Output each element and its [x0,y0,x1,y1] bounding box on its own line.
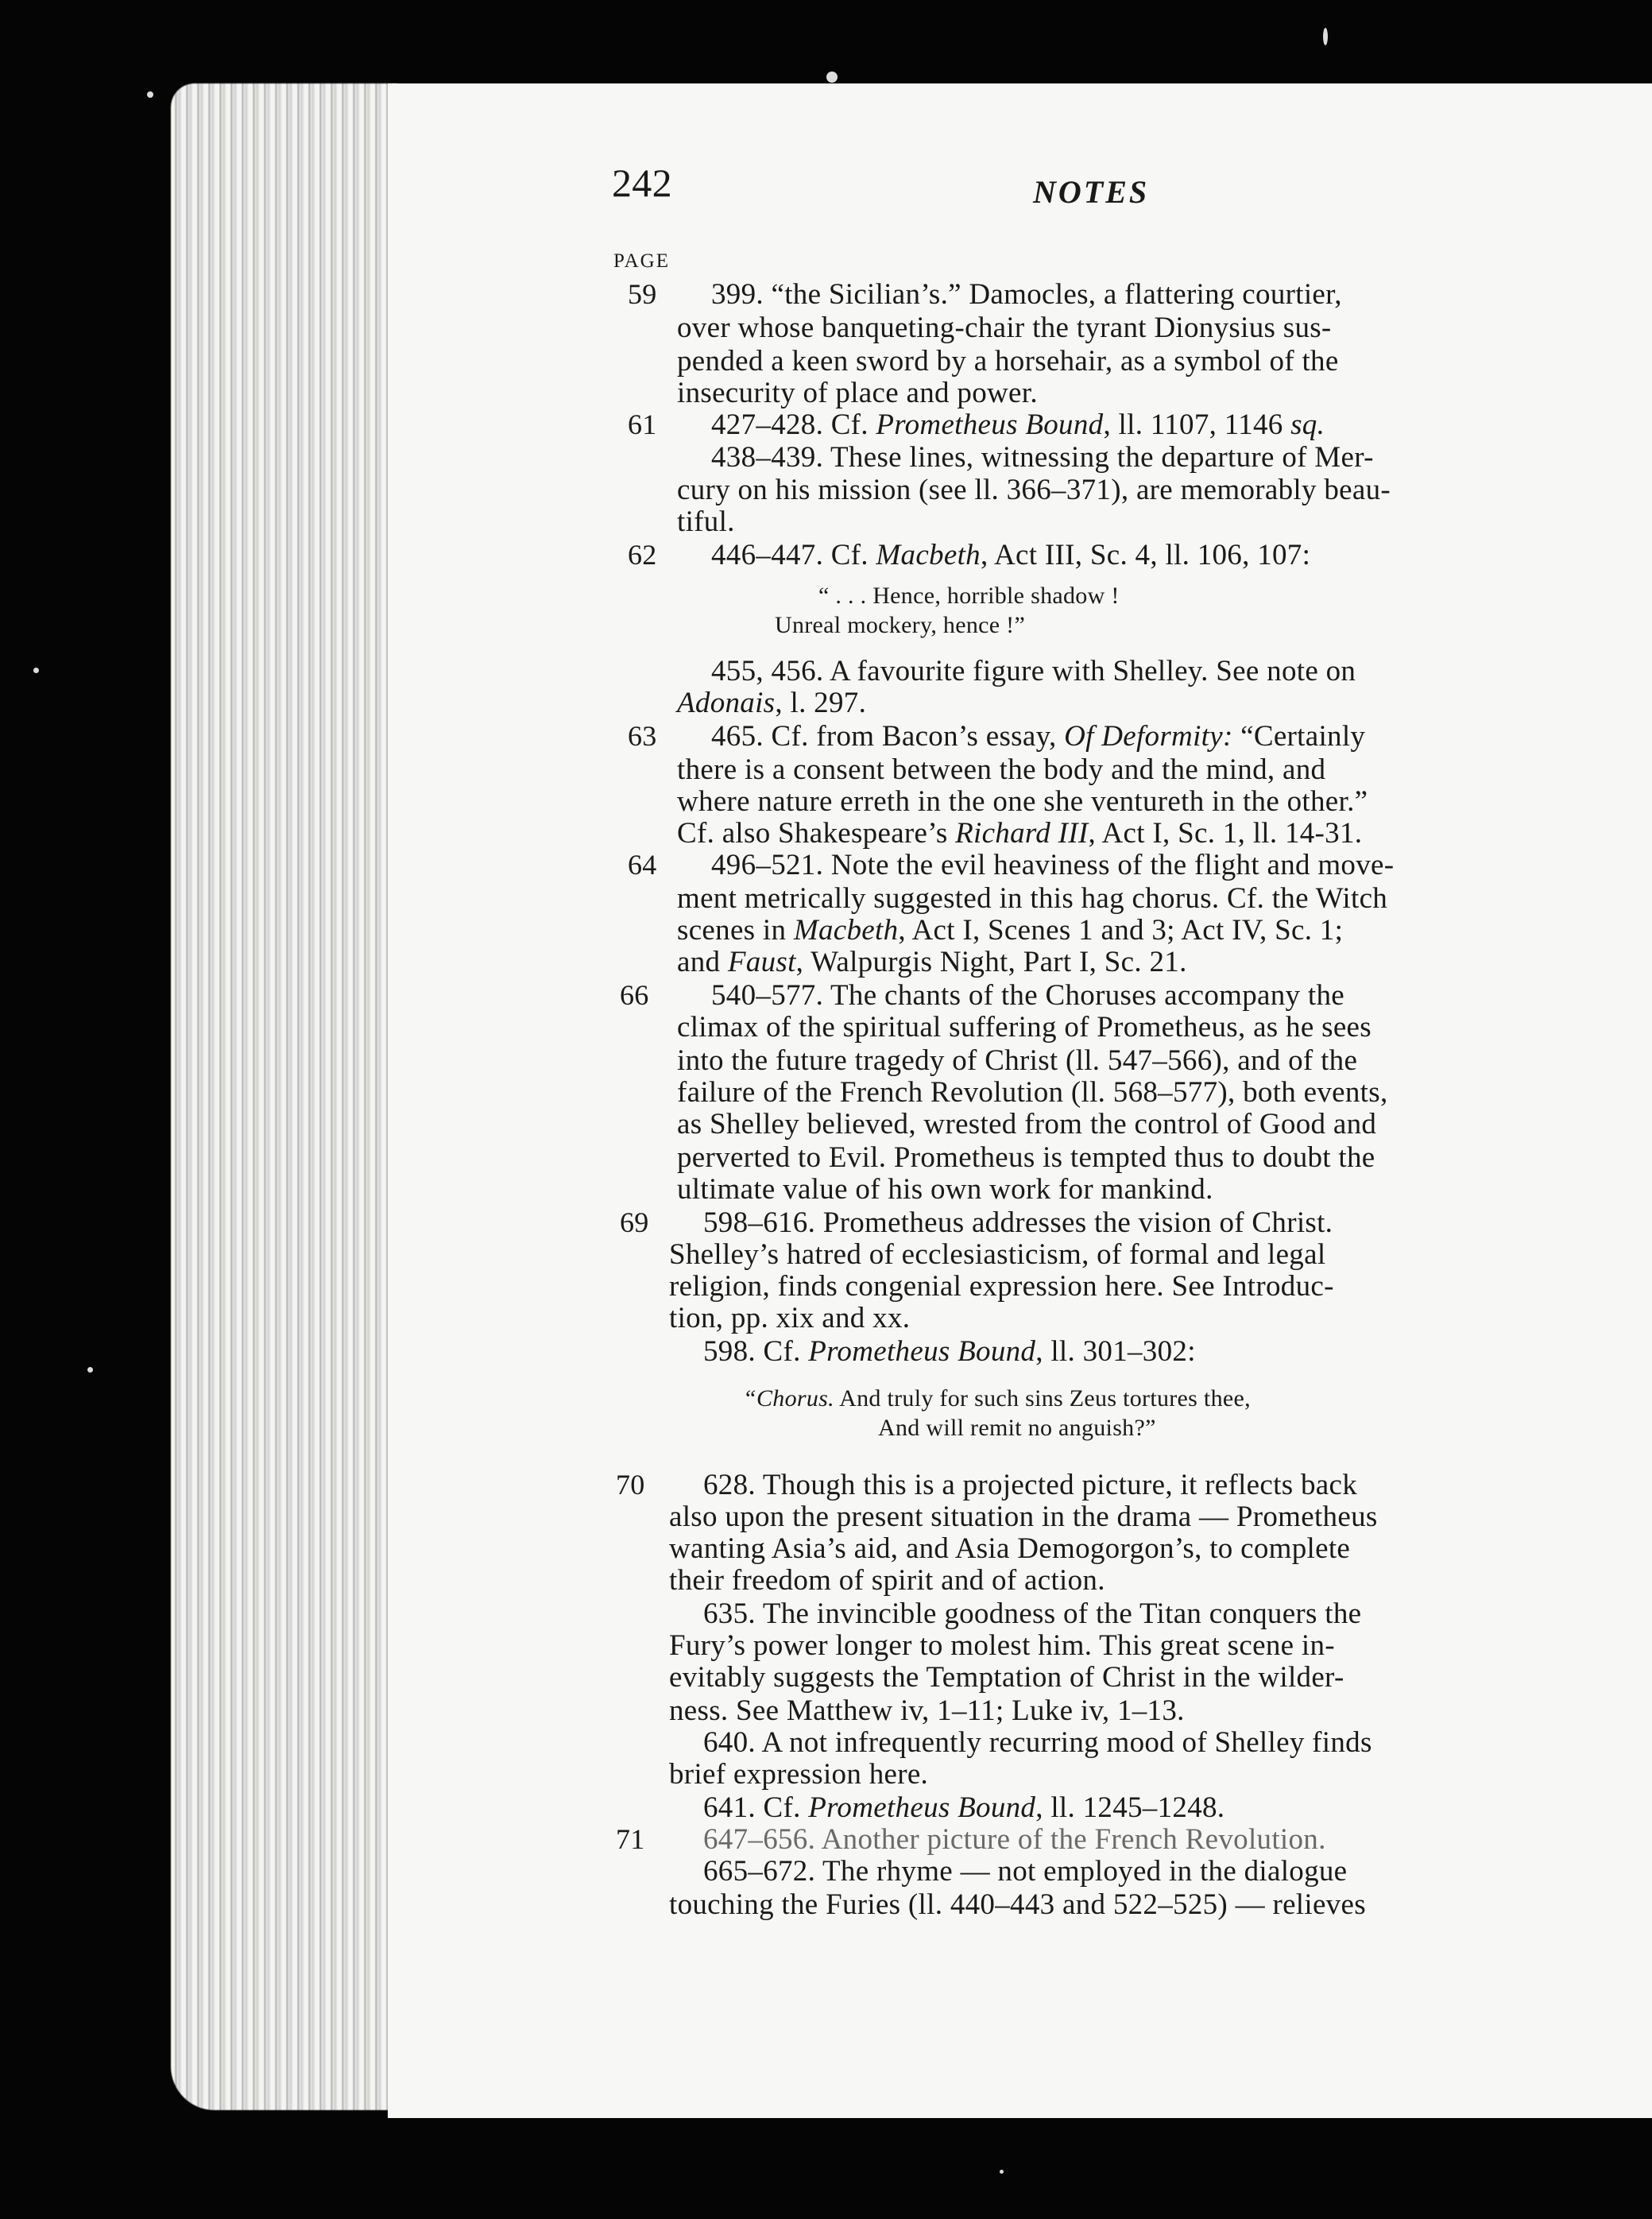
note-text-line [703,1793,1224,1822]
text-run: 640. A not infrequently recurring mood of Shelley finds [703,1726,1372,1759]
text-run: 496–521. Note the evil heaviness of the flight and move- [711,849,1395,881]
note-text-line [669,1696,1185,1725]
page-reference-number: 63 [628,720,657,752]
text-run: there is a consent between the body and the mind, and [677,753,1326,786]
text-run: 628. Though this is a projected picture, it reflects back [703,1469,1357,1501]
block-quote-line [878,1416,1156,1440]
note-text-line [669,1534,1350,1563]
text-run: , Act I, Scenes 1 and 3; Act IV, Sc. 1; [898,914,1344,947]
text-run: over whose banqueting-chair the tyrant Dionysius sus- [677,312,1332,344]
note-text-line [677,884,1387,913]
text-run: , ll. 301–302: [1035,1335,1196,1368]
text-run: 665–672. The rhyme — not employed in the dialogue [703,1855,1348,1888]
note-text-line [711,656,1356,686]
text-run: 465. Cf. from Bacon’s essay, [711,720,1065,753]
block-quote-line [775,614,1025,637]
text-run: 427–428. Cf. [711,409,876,441]
page-reference-number: 62 [628,539,657,571]
text-run: cury on his mission (see ll. 366–371), are memorably beau- [677,474,1391,506]
text-run: 399. “the Sicilian’s.” Damocles, a flattering courtier, [711,278,1342,311]
note-text-line [711,280,1342,309]
running-title: NOTES [1033,174,1150,210]
text-run: ness. See Matthew iv, 1–11; Luke iv, 1–13. [669,1694,1185,1727]
note-text-line [703,1825,1326,1854]
text-run: 455, 456. A favourite figure with Shelley. See note on [711,655,1356,687]
block-quote-line [743,1387,1251,1411]
text-run: And truly for such sins Zeus tortures thee, [834,1385,1251,1412]
book-fore-edge [171,83,397,2110]
note-text-line [669,1303,910,1333]
text-run: , ll. 1245–1248. [1035,1791,1225,1824]
note-text-line [677,475,1391,505]
page-reference-number: 71 [616,1823,645,1855]
note-text-line [677,313,1332,343]
italic-text: Richard III [955,817,1089,850]
text-run: 540–577. The chants of the Choruses accompany the [711,979,1344,1012]
text-run: , Act I, Sc. 1, ll. 14-31. [1088,817,1363,850]
note-text-line [677,1078,1388,1107]
text-run: 635. The invincible goodness of the Titan conquers the [703,1597,1362,1630]
scan-speck [1000,2170,1004,2174]
note-text-line [677,378,1038,408]
text-run: insecurity of place and power. [677,377,1038,409]
text-run: Shelley’s hatred of ecclesiasticism, of formal and legal [669,1238,1326,1271]
text-run: Unreal mockery, hence !” [775,612,1026,638]
text-run: their freedom of spirit and of action. [669,1564,1105,1597]
note-text-line [669,1760,928,1789]
italic-text: sq. [1290,409,1325,441]
text-run: “Certainly [1232,720,1366,753]
note-text-line [669,1890,1366,1919]
text-run: tion, pp. xix and xx. [669,1302,911,1334]
text-run: wanting Asia’s aid, and Asia Demogorgon’s, to complete [669,1532,1351,1565]
text-run: 647–656. Another picture of the French Revolution. [703,1823,1326,1856]
text-run: 438–439. These lines, witnessing the departure of Mer- [711,441,1374,474]
text-run: brief expression here. [669,1758,929,1791]
italic-text: Prometheus Bound [808,1791,1036,1824]
note-text-line [677,755,1325,784]
page-reference-number: 61 [628,409,657,440]
text-run: where nature erreth in the one she ventureth in the other.” [677,785,1368,818]
note-text-line [669,1240,1325,1269]
page-reference-number: 66 [620,979,649,1011]
italic-text: Prometheus Bound [876,409,1104,441]
note-text-line [677,1013,1372,1042]
text-run: also upon the present situation in the drama — Prometheus [669,1501,1378,1533]
text-run: 598. Cf. [703,1335,809,1368]
text-run: “ . . . Hence, horrible shadow ! [818,583,1120,609]
page-reference-number: 69 [620,1206,649,1238]
page-reference-number: 64 [628,849,657,881]
text-run: 598–616. Prometheus addresses the vision of Christ. [703,1206,1333,1239]
scan-speck [826,72,838,83]
italic-text: Of Deformity: [1064,720,1233,753]
scan-speck [87,1367,93,1373]
note-text-line [677,507,735,536]
scan-speck [147,91,153,98]
text-run: as Shelley believed, wrested from the control of Good and [677,1108,1377,1140]
note-text-line [677,347,1339,376]
note-text-line [669,1272,1334,1301]
note-text-line [669,1566,1105,1595]
page-reference-number: 70 [616,1469,645,1501]
note-text-line [711,850,1394,880]
text-run: tiful. [677,505,735,538]
note-text-line [703,1208,1333,1237]
note-text-line [669,1502,1378,1532]
note-text-line [677,947,1187,977]
note-text-line [703,1857,1347,1886]
note-text-line [703,1470,1357,1500]
note-text-line [677,1143,1375,1172]
text-run: into the future tragedy of Christ (ll. 547–566), and of the [677,1044,1358,1077]
note-text-line [703,1599,1361,1628]
note-text-line [677,1110,1376,1139]
scan-speck [1323,28,1328,45]
note-text-line [711,410,1325,440]
text-run: And will remit no anguish?” [878,1415,1156,1441]
note-text-line [711,722,1365,751]
text-run: scenes in [677,914,794,947]
italic-text: Prometheus Bound [808,1335,1036,1368]
page-number: 242 [612,161,672,205]
text-run: failure of the French Revolution (ll. 568–577), both events, [677,1076,1388,1109]
note-text-line [711,981,1344,1010]
text-run: and [677,946,728,978]
note-text-line [677,688,866,718]
note-text-line [669,1631,1335,1660]
note-text-line [703,1728,1372,1757]
text-run: , Act III, Sc. 4, ll. 106, 107: [980,539,1311,571]
page-column-label: PAGE [613,250,670,272]
note-text-line [703,1337,1196,1366]
text-run: ultimate value of his own work for mankind. [677,1173,1213,1206]
text-run: 446–447. Cf. [711,539,876,571]
note-text-line [669,1663,1344,1692]
text-run: evitably suggests the Temptation of Christ in the wilder- [669,1661,1344,1694]
text-run: climax of the spiritual suffering of Prometheus, as he sees [677,1011,1372,1044]
text-run: Cf. also Shakespeare’s [677,817,956,850]
text-run: perverted to Evil. Prometheus is tempted thus to doubt the [677,1141,1375,1174]
note-text-line [677,787,1368,816]
italic-text: Faust [727,946,796,978]
italic-text: Macbeth [876,539,981,571]
page-reference-number: 59 [628,278,657,310]
text-run: ment metrically suggested in this hag chorus. Cf. the Witch [677,882,1388,915]
italic-text: “Chorus. [743,1385,834,1412]
note-text-line [677,916,1343,945]
scan-speck [33,668,39,673]
text-run: , ll. 1107, 1146 [1103,409,1291,441]
note-text-line [677,1175,1213,1204]
italic-text: Adonais [677,687,776,719]
text-run: , l. 297. [775,687,867,719]
note-text-line [677,819,1362,848]
block-quote-line [818,584,1120,608]
note-text-line [677,1046,1357,1075]
note-text-line [711,540,1310,570]
text-run: touching the Furies (ll. 440–443 and 522–525) — relieves [669,1888,1366,1921]
text-run: 641. Cf. [703,1791,809,1824]
text-run: religion, finds congenial expression here. See Introduc- [669,1270,1334,1303]
text-run: Fury’s power longer to molest him. This great scene in- [669,1629,1335,1662]
text-run: , Walpurgis Night, Part I, Sc. 21. [795,946,1187,978]
note-text-line [711,443,1374,472]
text-run: pended a keen sword by a horsehair, as a symbol of the [677,345,1339,378]
italic-text: Macbeth [793,914,899,947]
